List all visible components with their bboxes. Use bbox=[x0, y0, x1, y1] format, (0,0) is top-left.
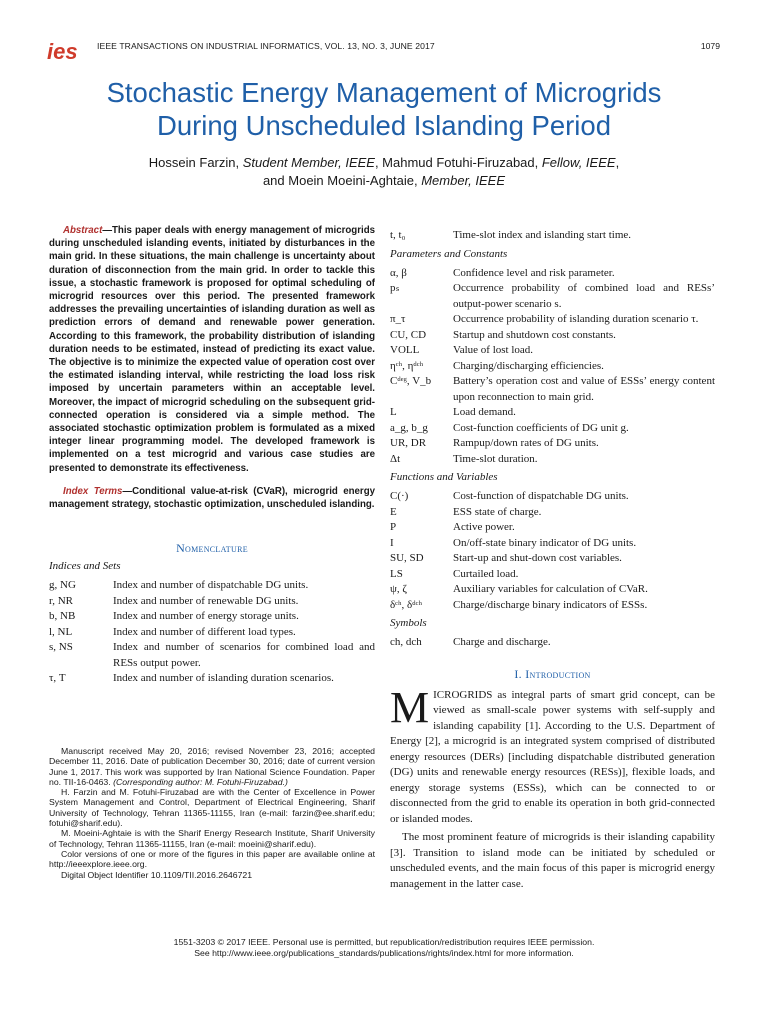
footnote-affiliation-2: M. Moeini-Aghtaie is with the Sharif Energy Research Institute, Sharif University of Technology, Tehran 11365-11155, Iran (e-mail: moeini@sharif.edu). bbox=[49, 828, 375, 849]
nom-symbol: P bbox=[390, 521, 397, 533]
nomenclature-entry bbox=[49, 640, 375, 671]
nom-symbol: a_g, b_g bbox=[390, 421, 428, 434]
introduction-title: Introduction bbox=[525, 666, 591, 681]
nom-symbol: pₛ bbox=[390, 282, 400, 294]
time-index-list bbox=[390, 228, 715, 244]
author-list bbox=[30, 154, 738, 190]
nom-symbol: E bbox=[390, 505, 397, 518]
nom-symbol: ψ, ζ bbox=[390, 583, 407, 595]
intro-paragraph-2: The most prominent feature of microgrids is their islanding capability [3]. Transition to island mode can be initiated by scheduled or unscheduled events, and the main focus of this paper is microgrid energy management in the latter case. bbox=[390, 831, 715, 890]
footnote-doi: Digital Object Identifier 10.1109/TII.2016.2646721 bbox=[61, 869, 253, 880]
symbols-heading: Symbols bbox=[390, 617, 427, 629]
nom-symbol: L bbox=[390, 406, 397, 418]
nom-definition: Auxiliary variables for calculation of CVaR. bbox=[453, 583, 648, 595]
nom-definition: Rampup/down rates of DG units. bbox=[453, 437, 599, 449]
intro-caps: ICROGRIDS bbox=[433, 688, 493, 701]
footnote-corresponding: (Corresponding author: M. Fotuhi-Firuzabad.) bbox=[113, 776, 288, 787]
nomenclature-entry bbox=[49, 609, 375, 625]
nomenclature-entry bbox=[49, 671, 375, 687]
nom-definition: Occurrence probability of islanding duration scenario τ. bbox=[453, 313, 699, 325]
nom-symbol: UR, DR bbox=[390, 437, 427, 449]
nomenclature-entry bbox=[390, 551, 715, 567]
nom-definition: Index and number of dispatchable DG units. bbox=[113, 579, 309, 592]
nom-definition: Curtailed load. bbox=[453, 567, 519, 580]
journal-header: IEEE TRANSACTIONS ON INDUSTRIAL INFORMATICS, VOL. 13, NO. 3, JUNE 2017 bbox=[97, 41, 435, 51]
nomenclature-entry bbox=[390, 598, 715, 614]
parameters-heading: Parameters and Constants bbox=[390, 247, 508, 260]
nomenclature-entry bbox=[390, 359, 715, 375]
nom-definition: Active power. bbox=[453, 521, 515, 533]
nomenclature-entry bbox=[390, 567, 715, 583]
author-names-2: , Mahmud Fotuhi-Firuzabad, bbox=[374, 155, 542, 170]
nomenclature-entry bbox=[390, 281, 715, 312]
nom-symbol: δᶜʰ, δᵈᶜʰ bbox=[390, 598, 422, 611]
nom-definition: Index and number of scenarios for combined load and RESs output power. bbox=[113, 641, 375, 669]
nom-symbol: b, NB bbox=[49, 610, 76, 623]
nomenclature-entry bbox=[390, 505, 715, 521]
copyright-notice bbox=[30, 937, 738, 959]
authors-line-1 bbox=[30, 154, 738, 172]
nom-symbol: l, NL bbox=[49, 625, 73, 638]
copyright-line-1: 1551-3203 © 2017 IEEE. Personal use is permitted, but republication/redistribution requires IEEE permission. bbox=[173, 937, 595, 947]
paper-title bbox=[30, 76, 738, 142]
nom-definition: Start-up and shut-down cost variables. bbox=[453, 552, 622, 564]
nom-symbol: I bbox=[390, 536, 394, 549]
footnote-color-note: Color versions of one or more of the figures in this paper are available online at http://ieeexplore.ieee.org. bbox=[49, 848, 375, 870]
nomenclature-entry bbox=[390, 343, 715, 359]
nom-symbol: τ, T bbox=[49, 672, 66, 685]
nomenclature-entry bbox=[49, 578, 375, 594]
nom-symbol: α, β bbox=[390, 266, 407, 279]
nomenclature-entry bbox=[390, 405, 715, 421]
nom-definition: Charge/discharge binary indicators of ESSs. bbox=[453, 598, 648, 611]
right-column bbox=[390, 228, 715, 892]
nom-definition: Charging/discharging efficiencies. bbox=[453, 359, 604, 372]
authors-line-2 bbox=[30, 172, 738, 190]
nomenclature-entry bbox=[390, 328, 715, 344]
nomenclature-entry bbox=[390, 452, 715, 468]
logo-text: ies bbox=[47, 39, 78, 64]
footnote-affiliation-1: H. Farzin and M. Fotuhi-Firuzabad are with the Center of Excellence in Power System Management and Control, Department of Electrical Engineering, Sharif University of Technology, Tehran 11365-11155, Iran (e-mail: farzin@ee.sharif.edu; fotuhi@sharif.edu). bbox=[49, 787, 375, 829]
nomenclature-entry bbox=[390, 228, 715, 244]
left-column bbox=[49, 224, 375, 687]
nom-definition: Time-slot duration. bbox=[453, 452, 538, 465]
nomenclature-entry bbox=[390, 520, 715, 536]
nomenclature-entry bbox=[390, 266, 715, 282]
nomenclature-entry bbox=[390, 436, 715, 452]
introduction-heading bbox=[390, 667, 715, 682]
functions-list bbox=[390, 489, 715, 613]
author-role-1: Student Member, IEEE bbox=[242, 155, 375, 170]
nomenclature-entry bbox=[390, 635, 715, 651]
nom-symbol: C(·) bbox=[390, 490, 409, 502]
nom-definition: Occurrence probability of combined load and RESs’ output-power scenario s. bbox=[453, 282, 715, 310]
nom-symbol: r, NR bbox=[49, 594, 74, 607]
intro-paragraph-1 bbox=[390, 682, 715, 828]
nom-symbol: g, NG bbox=[49, 579, 76, 592]
symbols-list bbox=[390, 635, 715, 651]
index-terms-lead: Index Terms bbox=[63, 485, 123, 497]
indices-heading: Indices and Sets bbox=[49, 560, 121, 573]
nomenclature-entry bbox=[390, 489, 715, 505]
nom-definition: Value of lost load. bbox=[453, 344, 534, 356]
nom-symbol: Cᵈᵉᵍ, V_b bbox=[390, 375, 432, 387]
nom-symbol: s, NS bbox=[49, 641, 73, 654]
nom-symbol: ch, dch bbox=[390, 636, 422, 648]
nom-definition: Index and number of different load types. bbox=[113, 625, 296, 638]
nom-definition: Index and number of energy storage units. bbox=[113, 610, 299, 623]
nom-definition: Charge and discharge. bbox=[453, 636, 551, 648]
ies-logo bbox=[46, 38, 86, 64]
nom-definition: Index and number of renewable DG units. bbox=[113, 594, 299, 607]
page-number: 1079 bbox=[700, 41, 720, 51]
nomenclature-heading: Nomenclature bbox=[176, 541, 248, 556]
nomenclature-entry bbox=[390, 421, 715, 437]
nom-symbol: Δt bbox=[390, 452, 401, 465]
functions-heading: Functions and Variables bbox=[390, 471, 498, 483]
abstract-text: —This paper deals with energy management of microgrids during unscheduled islanding events, initiated by disturbances in the main grid. In these situations, the main challenge is uncertainty about duration of disconnection from the main grid. In order to tackle this issue, a stochastic framework is proposed for optimal scheduling of microgrid resources over this period. The presented framework addresses the prevailing uncertainties of islanding duration as well as prediction errors of demand and renewable power generation. According to this framework, the probability distribution of islanding duration needs to be estimated, instead of predicting its exact value. The objective is to minimize the expected value of operation cost over the estimated islanding interval, while restricting the load loss risk imposed by uncertain parameters within an acceptable level. Moreover, the impact of microgrid scheduling on the subsequent grid-connected operation is considered via a simple method. The associated stochastic optimization problem is formulated as a mixed integer linear programming model. The developed framework is implemented on a test microgrid and various case studies are presented to demonstrate its effectiveness. bbox=[49, 225, 375, 474]
nomenclature-entry bbox=[390, 374, 715, 405]
copyright-line-2: See http://www.ieee.org/publications_standards/publications/rights/index.html for more information. bbox=[194, 948, 574, 958]
introduction-number: I. bbox=[514, 666, 526, 681]
nom-definition: Confidence level and risk parameter. bbox=[453, 266, 615, 279]
author-role-2: Fellow, IEEE bbox=[541, 155, 616, 170]
nom-definition: Time-slot index and islanding start time. bbox=[453, 229, 632, 241]
index-terms-text: —Conditional value-at-risk (CVaR), microgrid energy management strategy, stochastic optimization, unscheduled islanding. bbox=[49, 485, 375, 511]
nomenclature-entry bbox=[49, 594, 375, 610]
nom-symbol: CU, CD bbox=[390, 328, 427, 341]
abstract bbox=[49, 224, 375, 475]
nom-definition: Startup and shutdown cost constants. bbox=[453, 328, 616, 341]
nom-symbol: LS bbox=[390, 567, 403, 580]
nom-symbol: SU, SD bbox=[390, 552, 424, 564]
nom-symbol: VOLL bbox=[390, 344, 420, 356]
nomenclature-entry bbox=[390, 582, 715, 598]
author-names-1: Hossein Farzin, bbox=[148, 155, 243, 170]
nom-definition: Battery’s operation cost and value of ESSs’ energy content upon reconnection to main grid. bbox=[453, 375, 715, 403]
indices-list bbox=[49, 578, 375, 687]
nom-definition: On/off-state binary indicator of DG units. bbox=[453, 536, 637, 549]
nom-definition: ESS state of charge. bbox=[453, 505, 542, 518]
title-line-2: During Unscheduled Islanding Period bbox=[156, 110, 612, 141]
nom-definition: Load demand. bbox=[453, 406, 516, 418]
nom-definition: Cost-function of dispatchable DG units. bbox=[453, 490, 629, 502]
abstract-lead: Abstract bbox=[63, 225, 103, 236]
author-line-end: , bbox=[615, 155, 620, 170]
index-terms bbox=[49, 485, 375, 511]
parameters-list bbox=[390, 266, 715, 468]
first-page-footnote bbox=[49, 746, 375, 880]
title-line-1: Stochastic Energy Management of Microgrids bbox=[106, 77, 662, 108]
nom-symbol: t, t₀ bbox=[390, 229, 406, 241]
footnote-manuscript-text: Manuscript received May 20, 2016; revised November 23, 2016; accepted December 11, 2016. Date of publication December 30, 2016; date of current version June 1, 2017. This work was supported by Iran National Science Foundation. Paper no. TII-16-0463. bbox=[49, 746, 375, 787]
drop-cap: M bbox=[390, 682, 430, 732]
nom-definition: Index and number of islanding duration scenarios. bbox=[113, 672, 334, 685]
author-role-3: Member, IEEE bbox=[421, 173, 506, 188]
nom-symbol: ηᶜʰ, ηᵈᶜʰ bbox=[390, 359, 424, 372]
nomenclature-entry bbox=[49, 625, 375, 641]
author-names-3: and Moein Moeini-Aghtaie, bbox=[262, 173, 422, 188]
nom-symbol: π_τ bbox=[390, 313, 406, 325]
footnote-manuscript bbox=[49, 746, 375, 787]
nom-definition: Cost-function coefficients of DG unit g. bbox=[453, 421, 629, 434]
nomenclature-entry bbox=[390, 312, 715, 328]
intro-text-1: as integral parts of smart grid concept, can be viewed as small-scale power systems with self-supply and islanding capability [1]. According to the U.S. Department of Energy [2], a microgrid is an integrated system comprised of distributed energy resources (DERs) [including dispatchable distributed generation (DG) units and renewable energy resources (RESs)], flexible loads, and energy storage systems (ESSs), which can be connected to or disconnected from the grid to enable its operation in both grid-connected or islanded modes. bbox=[390, 688, 715, 825]
nomenclature-entry bbox=[390, 536, 715, 552]
